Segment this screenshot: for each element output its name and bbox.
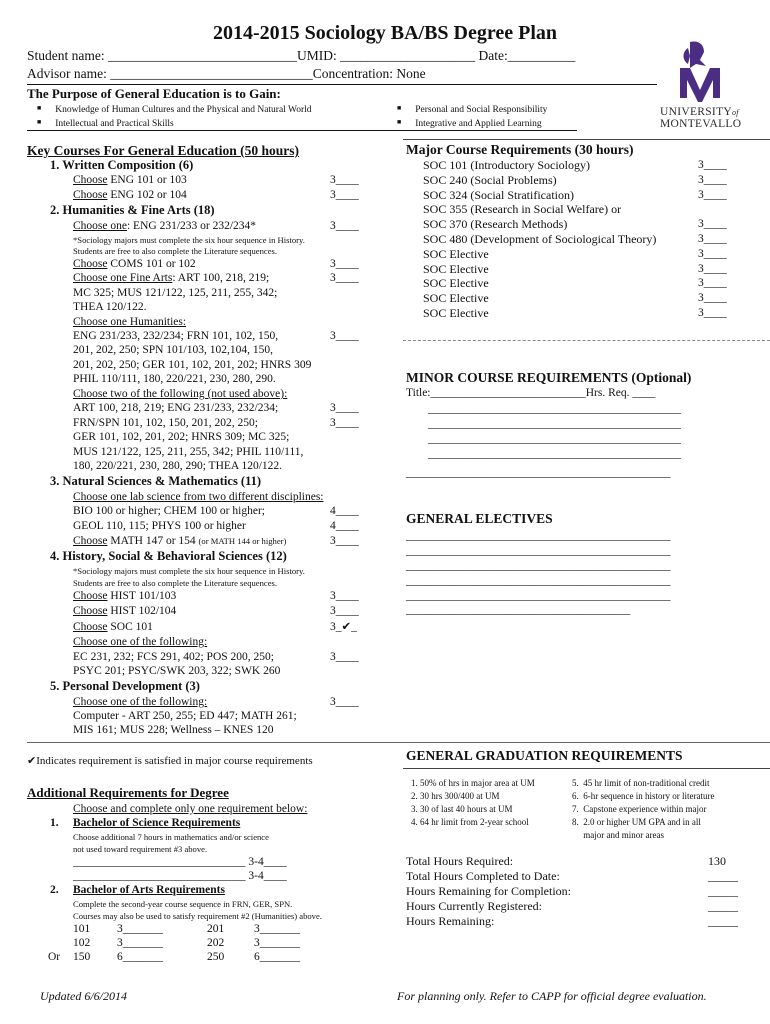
course-line: 180, 220/221, 230, 280, 290; THEA 120/122. [73,460,283,472]
major-course: SOC Elective [423,246,489,261]
minor-course-blank[interactable]: ____________________________________________ [428,433,681,445]
total-blank[interactable]: _____ [708,869,738,883]
credit-blank[interactable]: 3____ [330,402,359,414]
note: *Sociology majors must complete the six hour sequence in History. [73,235,305,245]
grad-requirement: 6. 6-hr sequence in history or literature [572,791,715,801]
bs-requirements-title: Bachelor of Science Requirements [73,817,241,829]
updated-date: Updated 6/6/2014 [40,989,127,1003]
course-number: 202 [207,937,225,949]
major-course: SOC 101 (Introductory Sociology) [423,158,590,172]
header-bottom-rule [27,130,577,131]
grad-requirement: 8. 2.0 or higher UM GPA and in all [572,817,701,827]
credit-blank[interactable]: 3____ [330,258,359,270]
credit-blank[interactable]: 3____ [698,233,727,245]
course-line: Computer - ART 250, 255; ED 447; MATH 261; [73,710,297,722]
graduation-heading: GENERAL GRADUATION REQUIREMENTS [406,748,683,763]
section-divider [403,340,770,341]
credit-blank[interactable]: 3____ [698,188,727,201]
credit-blank[interactable]: 3____ [330,189,359,201]
credit-blank[interactable]: 3____ [330,220,359,232]
credit-blank[interactable]: 4____ [330,520,359,532]
section-natural-sciences: 3. Natural Sciences & Mathematics (11) [50,474,262,488]
total-label: Hours Remaining: [406,914,495,928]
bs-course-blank[interactable]: ______________________________ 3-4____ [73,870,287,882]
mid-rule [27,742,770,743]
note: Courses may also be used to satisfy requirement #2 (Humanities) above. [73,911,322,921]
major-course: SOC Elective [423,306,489,320]
total-label: Total Hours Required: [406,854,514,868]
credit-blank[interactable]: 3____ [330,330,359,342]
total-blank[interactable]: _____ [708,884,738,898]
elective-blank[interactable]: _______________________________________ [406,604,631,616]
major-course: SOC 355 (Research in Social Welfare) or [423,202,622,217]
purpose-item: ■ Personal and Social Responsibility [397,104,548,115]
course-number: 101 [73,923,91,935]
course-line: Choose one Humanities: [73,316,187,328]
major-course: SOC 324 (Social Stratification) [423,187,574,202]
credit-blank[interactable]: 6_______ [254,951,300,963]
total-required-value: 130 [708,854,726,868]
grad-requirement: 2. 30 hrs 300/400 at UM [411,791,500,801]
total-blank[interactable]: _____ [708,914,738,928]
credit-blank[interactable]: 3_______ [254,923,300,935]
course-line: GEOL 110, 115; PHYS 100 or higher [73,520,246,532]
course-line: PSYC 201; PSYC/SWK 203, 322; SWK 260 [73,665,281,677]
credit-blank[interactable]: 3____ [698,218,727,231]
course-number: 150 [73,951,91,963]
credit-blank[interactable]: 3____ [698,277,727,290]
grad-rule [403,768,770,769]
course-number: 201 [207,923,225,935]
total-label: Hours Remaining for Completion: [406,884,571,898]
credit-blank[interactable]: 3____ [330,272,359,284]
course-line: Choose one Fine Arts: ART 100, 218, 219; [73,272,270,284]
credit-blank[interactable]: 3____ [698,159,727,171]
credit-blank[interactable]: 3____ [330,605,359,617]
credit-blank[interactable]: 3_______ [117,923,163,935]
course-line: Choose two of the following (not used above): [73,388,288,400]
course-line: MUS 121/122, 125, 211, 255, 342; PHIL 110/111, [73,446,304,458]
elective-blank[interactable]: ______________________________________________ [406,575,671,587]
advisor-info-line: Advisor name: ______________________________Concentration: None [27,66,426,81]
elective-blank[interactable]: ______________________________________________ [406,545,671,557]
credit-blank[interactable]: 6_______ [117,951,163,963]
course-line: FRN/SPN 101, 102, 150, 201, 202, 250; [73,417,258,429]
purpose-heading: The Purpose of General Education is to Gain: [27,86,281,101]
electives-heading: GENERAL ELECTIVES [406,511,553,526]
minor-course-blank[interactable]: ____________________________________________ [428,418,681,430]
note: Choose additional 7 hours in mathematics and/or science [73,832,269,842]
minor-course-blank[interactable]: ____________________________________________ [428,448,681,460]
header-rule [27,84,657,85]
major-course: SOC 240 (Social Problems) [423,172,557,187]
credit-blank[interactable]: 3____ [698,262,727,275]
logo-wordmark-2: MONTEVALLO [660,118,742,130]
credit-blank[interactable]: 3____ [698,292,727,305]
ba-requirements-title: Bachelor of Arts Requirements [73,884,225,896]
major-top-rule [403,139,770,140]
bs-course-blank[interactable]: ______________________________ 3-4____ [73,856,287,868]
course-line: Choose HIST 101/103 [73,590,177,602]
course-line: Choose ENG 101 or 103 [73,174,187,186]
additional-heading: Additional Requirements for Degree [27,785,229,800]
grad-requirement: 1. 50% of hrs in major area at UM [411,778,535,788]
course-line: Choose ENG 102 or 104 [73,189,187,201]
course-line: Choose COMS 101 or 102 [73,258,196,270]
note: Complete the second-year course sequence in FRN, GER, SPN. [73,899,293,909]
elective-blank[interactable]: ______________________________________________ [406,590,671,602]
section-personal-dev: 5. Personal Development (3) [50,679,200,693]
major-course: SOC Elective [423,261,489,276]
grad-requirement: 5. 45 hr limit of non-traditional credit [572,778,710,788]
page-title: 2014-2015 Sociology BA/BS Degree Plan [212,22,558,44]
total-label: Total Hours Completed to Date: [406,869,560,883]
major-course: SOC Elective [423,276,489,291]
course-line: THEA 120/122. [73,301,147,313]
credit-blank[interactable]: 3____ [330,174,359,186]
section-history-social: 4. History, Social & Behavioral Sciences (12) [50,549,287,563]
gen-ed-heading: Key Courses For General Education (50 hours) [27,143,299,158]
course-line: 201, 202, 250; SPN 101/103, 102,104, 150, [73,344,273,356]
credit-blank[interactable]: 3____ [698,247,727,260]
elective-blank[interactable]: ______________________________________________ [406,560,671,572]
note: Students are free to also complete the Literature sequences. [73,246,278,256]
purpose-item: ■ Integrative and Applied Learning [397,118,542,129]
elective-blank[interactable]: ______________________________________________ [406,530,671,542]
course-line: MIS 161; MUS 228; Wellness – KNES 120 [73,724,274,736]
purpose-item: ■ Intellectual and Practical Skills [37,118,174,129]
additional-sub: Choose and complete only one requirement below: [73,803,308,815]
check-legend: ✔Indicates requirement is satisfied in major course requirements [27,755,313,767]
credit-blank[interactable]: 3____ [330,651,359,663]
course-line: MC 325; MUS 121/122, 125, 211, 255, 342; [73,287,278,299]
major-course: SOC 370 (Research Methods) [423,217,568,232]
major-course: SOC 480 (Development of Sociological Theory) [423,232,657,246]
total-blank[interactable]: _____ [708,899,738,913]
course-line: Choose one lab science from two different disciplines: [73,491,324,503]
course-number: 102 [73,937,91,949]
major-course: SOC Elective [423,291,489,306]
req-number: 2. [50,884,59,896]
course-line: 201, 202, 250; GER 101, 102, 201, 202; HNRS 309 [73,359,312,371]
course-line: Choose one of the following: [73,696,208,708]
minor-heading: MINOR COURSE REQUIREMENTS (Optional) [406,370,692,385]
course-line: Choose one of the following: [73,636,208,648]
course-line: ART 100, 218, 219; ENG 231/233, 232/234; [73,402,279,414]
section-written-comp: 1. Written Composition (6) [50,158,194,172]
or-label: Or [48,951,61,963]
grad-requirement: major and minor areas [572,830,664,840]
credit-blank[interactable]: 3_______ [254,937,300,949]
course-line: Choose one: ENG 231/233 or 232/234* [73,220,257,232]
credit-blank[interactable]: 3____ [698,307,727,319]
course-line: Choose MATH 147 or 154 (or MATH 144 or higher) [73,535,287,547]
credit-blank[interactable]: 3____ [330,535,359,547]
note: *Sociology majors must complete the six hour sequence in History. [73,566,305,576]
credit-blank[interactable]: 3____ [698,173,727,186]
grad-requirement: 7. Capstone experience within major [572,804,707,814]
credit-blank[interactable]: 3____ [330,590,359,602]
course-number: 250 [207,951,225,963]
course-line: GER 101, 102, 201, 202; HNRS 309; MC 325; [73,431,290,443]
credit-checked[interactable]: 3_✔_ [330,621,357,633]
minor-title-line[interactable]: Title:___________________________Hrs. Req. ____ [406,387,656,399]
course-line: Choose HIST 102/104 [73,605,177,617]
credit-blank[interactable]: 3_______ [117,937,163,949]
purpose-item: ■ Knowledge of Human Cultures and the Physical and Natural World [37,104,312,115]
major-heading: Major Course Requirements (30 hours) [406,142,634,157]
credit-blank[interactable]: 3____ [330,417,359,429]
minor-course-blank[interactable]: ______________________________________________ [406,467,671,479]
footer-note: For planning only. Refer to CAPP for official degree evaluation. [397,989,707,1003]
note: Students are free to also complete the Literature sequences. [73,578,278,588]
course-line: BIO 100 or higher; CHEM 100 or higher; [73,505,265,517]
course-line: EC 231, 232; FCS 291, 402; POS 200, 250; [73,651,274,663]
total-label: Hours Currently Registered: [406,899,542,913]
student-info-line: Student name: ____________________________UMID: ____________________ Date:__________ [27,48,576,63]
grad-requirement: 3. 30 of last 40 hours at UM [411,804,513,814]
credit-blank[interactable]: 4____ [330,505,359,517]
grad-requirement: 4. 64 hr limit from 2-year school [411,817,529,827]
course-line: ENG 231/233, 232/234; FRN 101, 102, 150, [73,330,279,342]
minor-course-blank[interactable]: ____________________________________________ [428,403,681,415]
course-line: Choose SOC 101 [73,621,153,633]
note: not used toward requirement #3 above. [73,844,208,854]
req-number: 1. [50,817,59,829]
course-line: PHIL 110/111, 180, 220/221, 230, 280, 290. [73,373,276,385]
logo-wordmark: UNIVERSITYof [660,106,739,118]
section-humanities: 2. Humanities & Fine Arts (18) [50,203,215,217]
credit-blank[interactable]: 3____ [330,696,359,708]
